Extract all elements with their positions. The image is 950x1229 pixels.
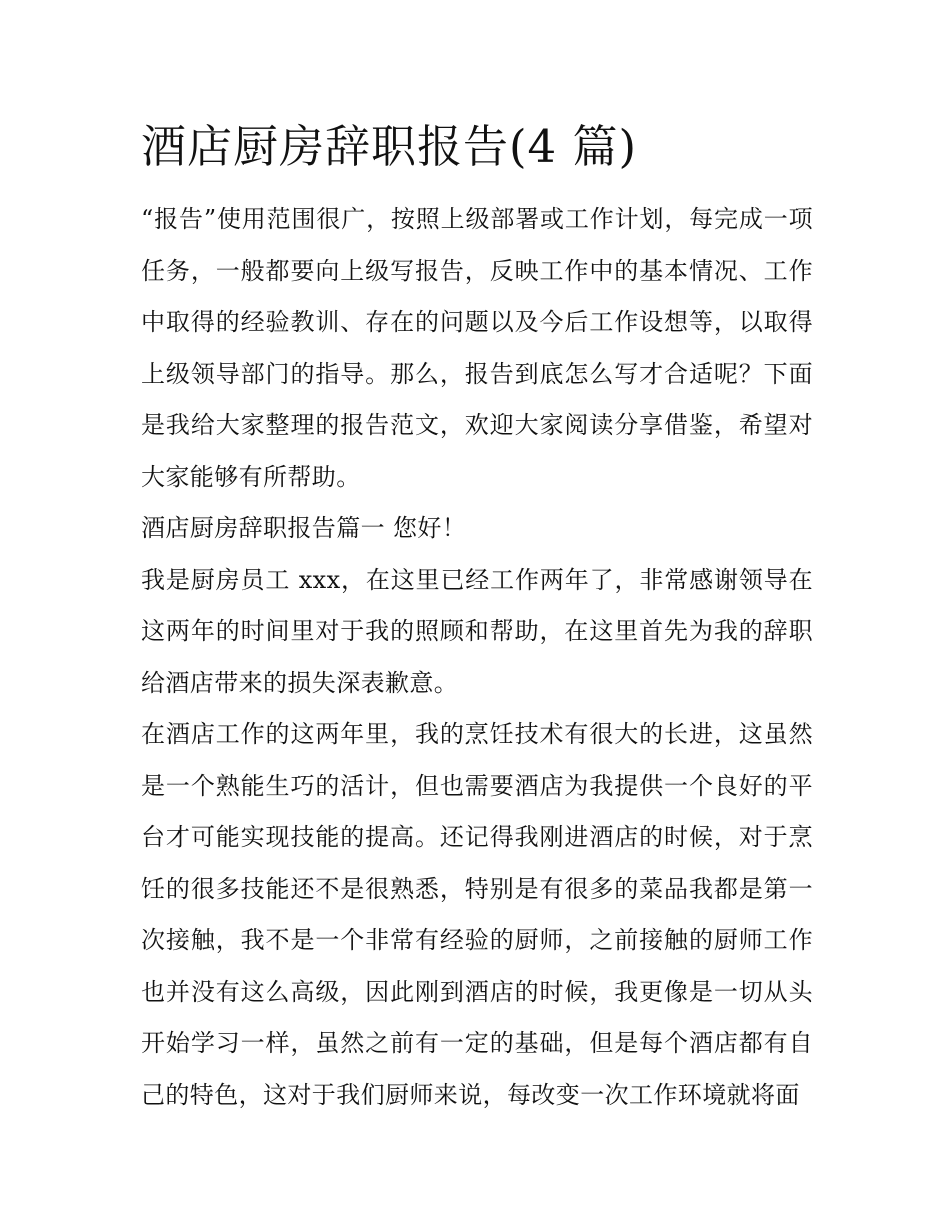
document-title: 酒店厨房辞职报告(4 篇) bbox=[141, 120, 638, 173]
document-body bbox=[141, 112, 813, 1121]
section-heading-paragraph: 酒店厨房辞职报告篇一 您好！ bbox=[141, 514, 467, 542]
body-paragraph: 在酒店工作的这两年里，我的烹饪技术有很大的长进，这虽然是一个熟能生巧的活计，但也需要酒店为我提供一个良好的平台才可能实现技能的提高。还记得我刚进酒店的时候，对于烹饪的很多技能还不是很熟悉，特别是有很多的菜品我都是第一次接触，我不是一个非常有经验的厨师，之前接触的厨师工作也并没有这么高级，因此刚到酒店的时候，我更像是一切从头开始学习一样，虽然之前有一定的基础，但是每个酒店都有自己的特色，这对于我们厨师来说，每改变一次工作环境就将面 bbox=[141, 720, 813, 1109]
intro-paragraph: “报告”使用范围很广，按照上级部署或工作计划，每完成一项任务，一般都要向上级写报告，反映工作中的基本情况、工作中取得的经验教训、存在的问题以及今后工作设想等，以取得上级领导部门的指导。那么，报告到底怎么写才合适呢？下面是我给大家整理的报告范文，欢迎大家阅读分享借鉴，希望对大家能够有所帮助。 bbox=[141, 205, 813, 491]
body-paragraph: 我是厨房员工 xxx，在这里已经工作两年了，非常感谢领导在这两年的时间里对于我的照顾和帮助，在这里首先为我的辞职给酒店带来的损失深表歉意。 bbox=[141, 565, 813, 697]
